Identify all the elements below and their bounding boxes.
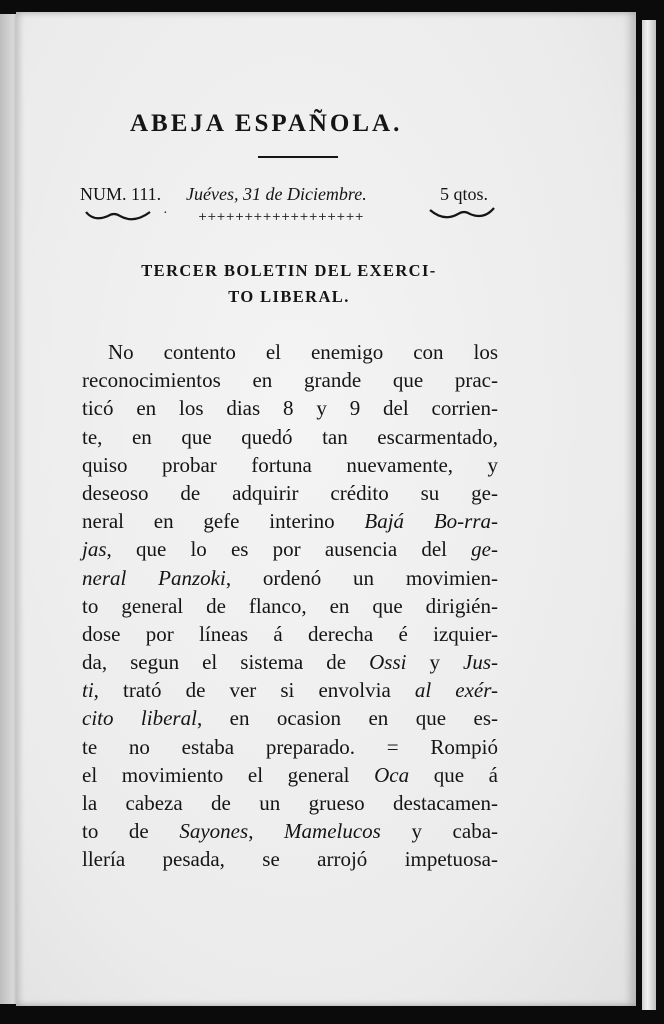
body-line xyxy=(82,451,498,479)
ornament-dot-icon: · xyxy=(163,206,168,221)
italic-text: ti xyxy=(82,678,94,703)
body-line xyxy=(82,535,498,563)
body-text-segment: el movimiento el general xyxy=(82,762,375,787)
body-line xyxy=(82,366,498,394)
body-line xyxy=(82,845,498,873)
body-text-segment: y xyxy=(406,650,463,675)
body-text-segment: quiso probar fortuna nuevamente, y xyxy=(82,452,498,477)
body-line xyxy=(82,592,498,620)
masthead-rule xyxy=(258,156,338,158)
italic-text: Bajá Bo-rra- xyxy=(364,509,498,534)
section-heading xyxy=(80,258,498,310)
body-line xyxy=(82,620,498,648)
italic-text: Jus- xyxy=(463,650,498,675)
body-text-segment: deseoso de adquirir crédito su ge- xyxy=(82,480,498,505)
issue-date: Juéves, 31 de Diciembre. xyxy=(186,184,367,204)
body-text-segment: No contento el enemigo con los xyxy=(108,340,498,364)
right-flourish-icon xyxy=(428,204,496,222)
body-line xyxy=(82,564,498,592)
body-text-segment: , que lo es por ausencia del xyxy=(106,537,472,562)
body-text-segment: llería pesada, se arrojó impetuosa- xyxy=(82,847,498,872)
body-text-segment: te, en que quedó tan escarmentado, xyxy=(82,424,498,449)
body-text-segment: to de xyxy=(82,819,180,844)
body-text-segment: , ordenó un movimien- xyxy=(225,565,499,590)
italic-text: Sayones xyxy=(179,819,249,844)
body-text-segment: la cabeza de un grueso destacamen- xyxy=(82,791,498,815)
italic-text: Oca xyxy=(374,762,410,787)
body-line xyxy=(82,394,498,422)
body-line xyxy=(82,338,498,366)
body-text-segment: da, segun el sistema de xyxy=(82,650,370,675)
body-line xyxy=(82,761,498,789)
body-text-segment: te no estaba preparado. = Rompió xyxy=(82,734,498,759)
body-line xyxy=(82,648,498,676)
italic-text: cito liberal xyxy=(82,706,197,731)
italic-text: neral Panzoki xyxy=(82,565,226,590)
body-line xyxy=(82,733,498,761)
article-body xyxy=(82,338,498,874)
body-line xyxy=(82,676,498,704)
body-text-segment: , en ocasion en que es- xyxy=(196,706,498,731)
body-line xyxy=(82,789,498,817)
left-flourish-icon xyxy=(84,206,154,224)
italic-text: ge- xyxy=(471,537,498,562)
italic-text: Mamelucos xyxy=(284,819,381,844)
body-text-segment: que á xyxy=(409,762,498,787)
body-text-segment: neral en gefe interino xyxy=(82,509,365,534)
body-text-segment: y caba- xyxy=(380,819,499,844)
body-line xyxy=(82,479,498,507)
cross-rule-ornament: ++++++++++++++++++ xyxy=(198,210,364,223)
body-text-segment: , trató de ver si envolvia xyxy=(93,678,415,703)
page-edge-shadow xyxy=(642,20,656,1010)
body-line xyxy=(82,423,498,451)
body-text-segment: to general de flanco, en que dirigién- xyxy=(82,593,498,618)
body-text-segment: ticó en los dias 8 y 9 del corrien- xyxy=(82,396,498,421)
section-heading-line-1: TERCER BOLETIN DEL EXERCI- xyxy=(141,261,437,280)
italic-text: Ossi xyxy=(369,650,407,675)
body-line xyxy=(82,507,498,535)
body-line xyxy=(82,704,498,732)
body-text-segment: reconocimientos en grande que prac- xyxy=(82,368,498,393)
italic-text: al exér- xyxy=(414,678,499,703)
issue-number: NUM. 111. xyxy=(80,184,162,204)
body-text-segment: , xyxy=(248,819,285,844)
body-line xyxy=(82,817,498,845)
issue-price: 5 qtos. xyxy=(440,184,489,204)
italic-text: jas xyxy=(82,537,107,562)
masthead-title: ABEJA ESPAÑOLA. xyxy=(130,110,403,137)
section-heading-line-2: TO LIBERAL. xyxy=(228,287,350,306)
body-text-segment: dose por líneas á derecha é izquier- xyxy=(82,621,498,646)
